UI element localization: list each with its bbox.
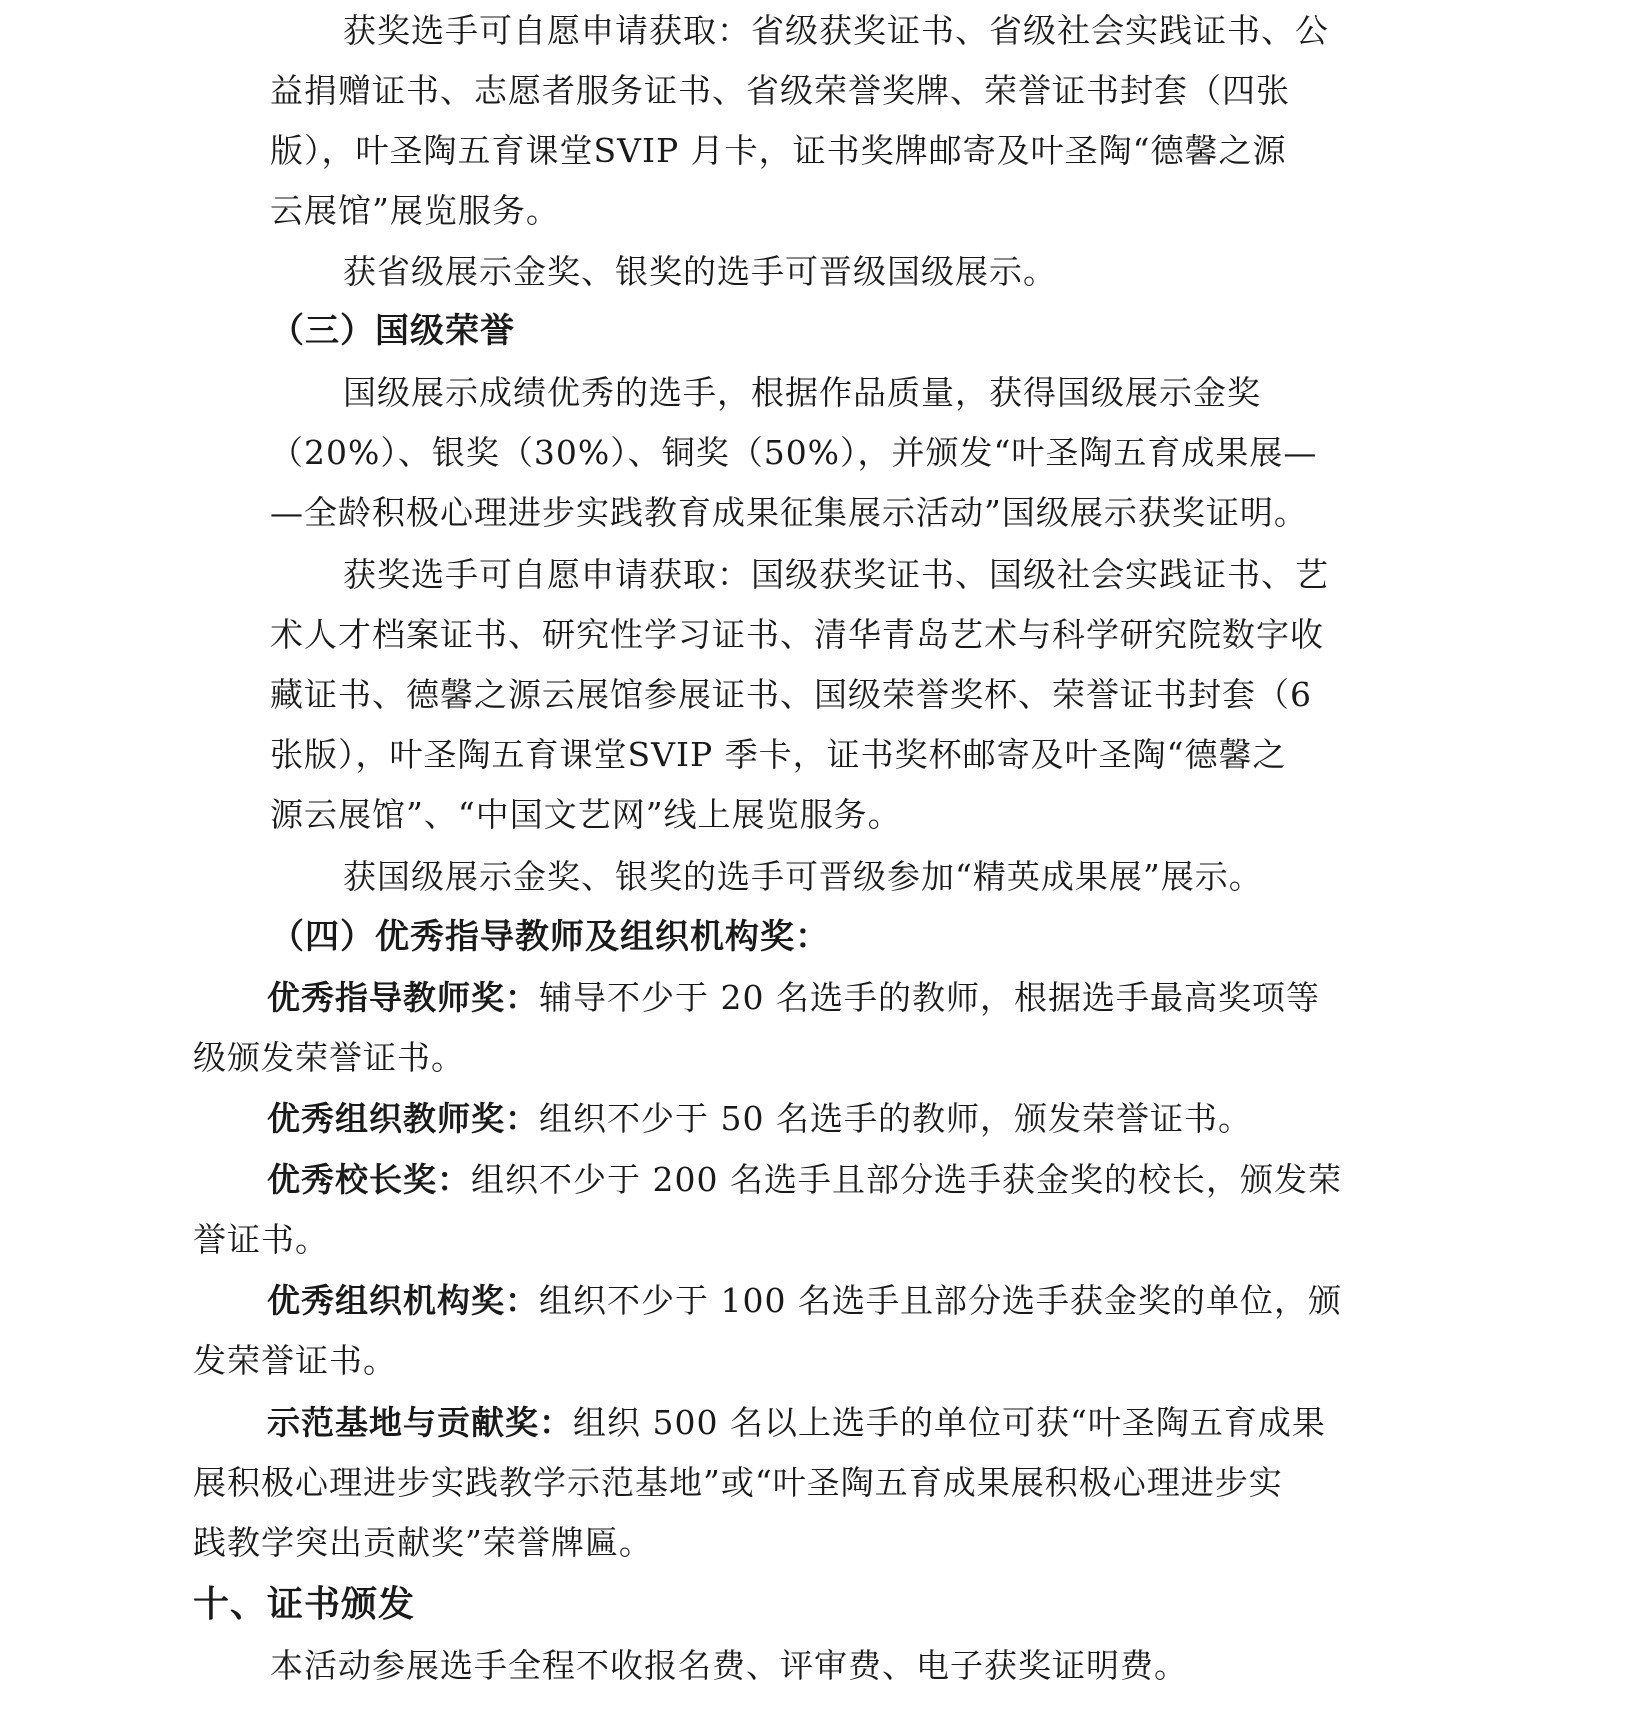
paragraph-line: —全龄积极心理进步实践教育成果征集展示活动”国级展示获奖证明。 (270, 493, 1308, 532)
award-description: 组织不少于 200 名选手且部分选手获金奖的校长，颁发荣 (471, 1160, 1342, 1199)
award-title-demo-base-contribution: 示范基地与贡献奖： (267, 1403, 573, 1442)
award-description: 组织 500 名以上选手的单位可获“叶圣陶五育成果 (573, 1403, 1326, 1442)
paragraph-line: 践教学突出贡献奖”荣誉牌匾。 (193, 1523, 653, 1562)
paragraph-line: 藏证书、德馨之源云展馆参展证书、国级荣誉奖杯、荣誉证书封套（6 (270, 675, 1312, 714)
award-title-excellent-instructor: 优秀指导教师奖： (267, 978, 539, 1017)
section-heading-teacher-awards: （四）优秀指导教师及组织机构奖： (270, 917, 830, 957)
award-description: 辅导不少于 20 名选手的教师，根据选手最高奖项等 (539, 978, 1320, 1017)
paragraph-line: 获奖选手可自愿申请获取：国级获奖证书、国级社会实践证书、艺 (343, 555, 1329, 594)
award-line (267, 978, 1320, 1018)
paragraph-line: 张版），叶圣陶五育课堂SVIP 季卡，证书奖杯邮寄及叶圣陶“德馨之 (270, 735, 1287, 774)
award-title-excellent-principal: 优秀校长奖： (267, 1160, 471, 1199)
paragraph-line: 本活动参展选手全程不收报名费、评审费、电子获奖证明费。 (270, 1646, 1188, 1685)
paragraph-line: 版），叶圣陶五育课堂SVIP 月卡，证书奖牌邮寄及叶圣陶“德馨之源 (270, 131, 1287, 170)
paragraph-line: 益捐赠证书、志愿者服务证书、省级荣誉奖牌、荣誉证书封套（四张 (270, 71, 1290, 110)
paragraph-line: 获国级展示金奖、银奖的选手可晋级参加“精英成果展”展示。 (343, 857, 1263, 896)
section-heading-certificate-issuance: 十、证书颁发 (193, 1584, 416, 1625)
paragraph-line: 源云展馆”、“中国文艺网”线上展览服务。 (270, 795, 902, 834)
paragraph-line: 术人才档案证书、研究性学习证书、清华青岛艺术与科学研究院数字收 (270, 615, 1324, 654)
paragraph-line: 誉证书。 (193, 1220, 329, 1259)
paragraph-line: 级颁发荣誉证书。 (193, 1038, 465, 1077)
award-line (267, 1403, 1326, 1443)
paragraph-line: 获奖选手可自愿申请获取：省级获奖证书、省级社会实践证书、公 (343, 11, 1329, 50)
paragraph-line: 获省级展示金奖、银奖的选手可晋级国级展示。 (343, 252, 1057, 291)
paragraph-line: 云展馆”展览服务。 (270, 191, 560, 230)
award-title-excellent-organizing-teacher: 优秀组织教师奖： (267, 1099, 539, 1138)
award-title-excellent-organization: 优秀组织机构奖： (267, 1281, 539, 1320)
section-heading-national-honor: （三）国级荣誉 (270, 311, 515, 351)
award-description: 组织不少于 50 名选手的教师，颁发荣誉证书。 (539, 1099, 1252, 1138)
award-line (267, 1281, 1342, 1321)
award-description: 组织不少于 100 名选手且部分选手获金奖的单位，颁 (539, 1281, 1342, 1320)
award-line (267, 1099, 1252, 1139)
award-line (267, 1160, 1342, 1200)
paragraph-line: （20%）、银奖（30%）、铜奖（50%），并颁发“叶圣陶五育成果展— (270, 433, 1318, 472)
paragraph-line: 国级展示成绩优秀的选手，根据作品质量，获得国级展示金奖 (343, 373, 1261, 412)
paragraph-line: 展积极心理进步实践教学示范基地”或“叶圣陶五育成果展积极心理进步实 (193, 1463, 1283, 1502)
paragraph-line: 发荣誉证书。 (193, 1341, 397, 1380)
